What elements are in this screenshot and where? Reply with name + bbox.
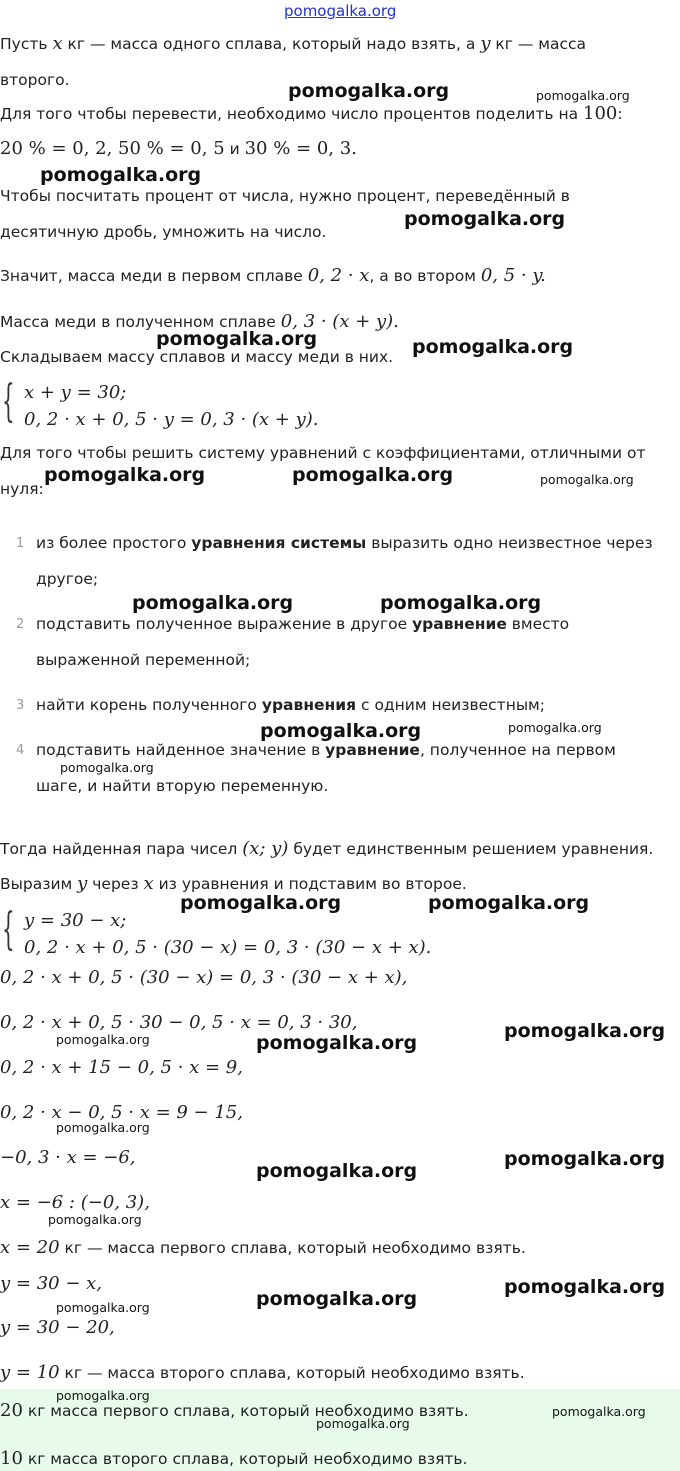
watermark: pomogalka.org — [260, 720, 422, 742]
watermark: pomogalka.org — [256, 1288, 418, 1310]
watermark: pomogalka.org — [428, 892, 590, 914]
watermark: pomogalka.org — [552, 1404, 646, 1419]
watermark: pomogalka.org — [504, 1148, 666, 1170]
step-2-text: подставить полученное выражение в другое уравнение вместо — [36, 615, 570, 633]
step-number: 2 — [16, 617, 25, 632]
equation-step-5: −0, 3 · x = −6, — [0, 1147, 136, 1168]
watermark: pomogalka.org — [56, 1300, 150, 1315]
watermark-top-link[interactable]: pomogalka.org — [284, 2, 397, 20]
watermark: pomogalka.org — [504, 1020, 666, 1042]
intro-line-11: нуля: — [0, 480, 44, 498]
watermark: pomogalka.org — [316, 1416, 410, 1431]
answer-line-1: 20 кг масса первого сплава, который необходимо взять. — [0, 1400, 469, 1421]
watermark: pomogalka.org — [504, 1276, 666, 1298]
second-alloy-result: y = 10 кг — масса второго сплава, который необходимо взять. — [0, 1362, 525, 1383]
equation-step-9: y = 30 − 20, — [0, 1317, 115, 1338]
watermark: pomogalka.org — [156, 328, 318, 350]
equation-step-6: x = −6 : (−0, 3), — [0, 1192, 150, 1213]
watermark: pomogalka.org — [536, 88, 630, 103]
watermark: pomogalka.org — [412, 336, 574, 358]
intro-line-10: Для того чтобы решить систему уравнений с коэффициентами, отличными от — [0, 444, 646, 462]
watermark: pomogalka.org — [380, 592, 542, 614]
watermark: pomogalka.org — [180, 892, 342, 914]
intro-line-6: десятичную дробь, умножить на число. — [0, 223, 327, 241]
answer-line-2: 10 кг масса второго сплава, который необходимо взять. — [0, 1448, 468, 1469]
step-4-cont: шаге, и найти вторую переменную. — [36, 777, 329, 795]
watermark: pomogalka.org — [56, 1120, 150, 1135]
equation-step-8: y = 30 − x, — [0, 1273, 102, 1294]
step-number: 4 — [16, 743, 25, 758]
result-copper-line: Масса меди в полученном сплаве 0, 3 · (x + y). — [0, 311, 399, 332]
solution-line-1: Тогда найденная пара чисел (x; y) будет единственным решением уравнения. — [0, 838, 654, 859]
step-3-text: найти корень полученного уравнения с одним неизвестным; — [36, 696, 545, 714]
system-2-eq-1: y = 30 − x; — [24, 910, 127, 931]
equation-step-2: 0, 2 · x + 0, 5 · 30 − 0, 5 · x = 0, 3 · 30, — [0, 1012, 358, 1033]
equation-step-4: 0, 2 · x − 0, 5 · x = 9 − 15, — [0, 1102, 243, 1123]
first-alloy-result: x = 20 кг — масса первого сплава, который необходимо взять. — [0, 1237, 526, 1258]
equation-step-3: 0, 2 · x + 15 − 0, 5 · x = 9, — [0, 1057, 243, 1078]
watermark: pomogalka.org — [60, 760, 154, 775]
step-2-cont: выраженной переменной; — [36, 651, 251, 669]
step-4-text: подставить найденное значение в уравнение, полученное на первом — [36, 741, 616, 759]
watermark: pomogalka.org — [40, 164, 202, 186]
intro-line-3: Для того чтобы перевести, необходимо число процентов поделить на 100: — [0, 103, 623, 124]
system-brace-1: { — [2, 376, 15, 427]
step-number: 1 — [16, 536, 25, 551]
equation-step-1: 0, 2 · x + 0, 5 · (30 − x) = 0, 3 · (30 − x + x), — [0, 967, 408, 988]
intro-line-1: Пусть x кг — масса одного сплава, который надо взять, а y кг — масса — [0, 33, 587, 54]
watermark: pomogalka.org — [288, 80, 450, 102]
step-number: 3 — [16, 698, 25, 713]
system-1-eq-1: x + y = 30; — [24, 382, 127, 403]
watermark: pomogalka.org — [56, 1032, 150, 1047]
watermark: pomogalka.org — [292, 464, 454, 486]
intro-line-5: Чтобы посчитать процент от числа, нужно процент, переведённый в — [0, 187, 570, 205]
watermark: pomogalka.org — [44, 464, 206, 486]
copper-mass-line: Значит, масса меди в первом сплаве 0, 2 · x, а во втором 0, 5 · y. — [0, 265, 546, 286]
solution-line-2: Выразим y через x из уравнения и подставим во второе. — [0, 873, 467, 894]
watermark: pomogalka.org — [256, 1160, 418, 1182]
watermark: pomogalka.org — [540, 472, 634, 487]
watermark: pomogalka.org — [256, 1032, 418, 1054]
system-brace-2: { — [2, 904, 15, 955]
step-1-cont: другое; — [36, 570, 99, 588]
step-1-text: из более простого уравнения системы выразить одно неизвестное через — [36, 534, 653, 552]
system-2-eq-2: 0, 2 · x + 0, 5 · (30 − x) = 0, 3 · (30 − x + x). — [24, 937, 432, 958]
percent-conversion: 20 % = 0, 2, 50 % = 0, 5 и 30 % = 0, 3. — [0, 138, 357, 159]
watermark: pomogalka.org — [132, 592, 294, 614]
intro-line-2: второго. — [0, 71, 70, 89]
watermark: pomogalka.org — [508, 720, 602, 735]
watermark: pomogalka.org — [56, 1388, 150, 1403]
watermark: pomogalka.org — [404, 208, 566, 230]
system-1-eq-2: 0, 2 · x + 0, 5 · y = 0, 3 · (x + y). — [24, 409, 319, 430]
intro-line-9: Складываем массу сплавов и массу меди в них. — [0, 348, 394, 366]
watermark: pomogalka.org — [48, 1212, 142, 1227]
